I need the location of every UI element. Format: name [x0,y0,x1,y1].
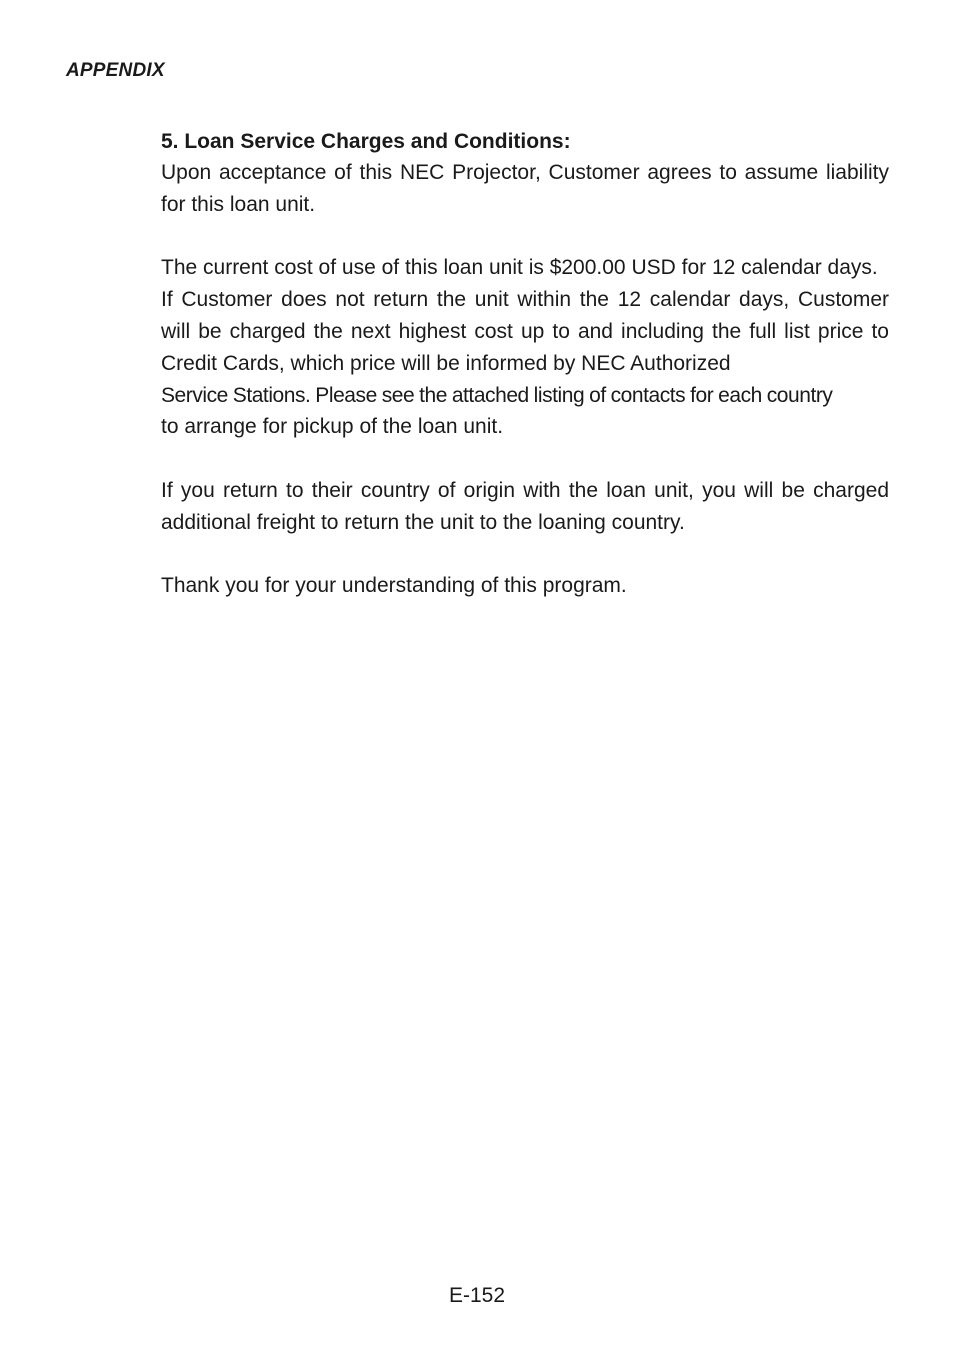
paragraph-service-stations: Service Stations. Please see the attached listing of contacts for each country [161,383,833,407]
paragraph-thanks: Thank you for your understanding of this program. [161,574,627,598]
paragraph-acceptance: Upon acceptance of this NEC Projector, Customer agrees to assume liability for this loan unit. [161,161,889,216]
page-number: E-152 [448,1284,506,1307]
paragraph-cost: The current cost of use of this loan unit is $200.00 USD for 12 calendar days. [161,256,878,280]
section-header: APPENDIX [66,60,165,81]
section-title: 5. Loan Service Charges and Conditions: [161,130,571,153]
paragraph-return-terms: If Customer does not return the unit within the 12 calendar days, Customer will be charged the next highest cost up to and including the full list price to Credit Cards, which price will be informed by NEC Authorized [161,288,889,375]
paragraph-spacer [161,443,889,475]
paragraph-freight: If you return to their country of origin with the loan unit, you will be charged additional freight to return the unit to the loaning country. [161,478,889,534]
paragraph-spacer [161,221,889,253]
document-body [161,126,889,602]
paragraph-spacer [161,539,889,571]
paragraph-pickup: to arrange for pickup of the loan unit. [161,415,504,439]
